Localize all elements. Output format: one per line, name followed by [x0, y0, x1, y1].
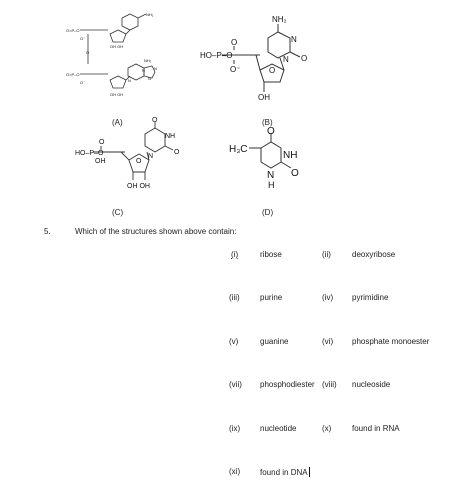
item-text-phosphodiester: phosphodiester [260, 380, 315, 389]
structure-d-h3c: H₃C [229, 144, 248, 155]
structure-a-drawing [60, 8, 170, 108]
item-text-nucleoside: nucleoside [352, 380, 391, 389]
structure-c-ring-o: O [136, 158, 142, 165]
item-number-i: (i) [231, 250, 239, 259]
structure-a-label: (A) [112, 118, 123, 127]
item-text-found-in-dna-value: found in DNA [260, 468, 308, 477]
structure-a-n1: N [142, 68, 145, 73]
item-number-vi: (vi) [322, 337, 334, 346]
item-number-x: (x) [322, 424, 332, 433]
structure-d-h: H [268, 180, 275, 190]
structure-a-n2: N [128, 78, 131, 83]
item-text-guanine: guanine [260, 337, 289, 346]
question-number: 5. [44, 227, 51, 236]
structure-b-phosphate: HO–P–O [200, 51, 233, 60]
structure-a-n3: N [154, 66, 157, 71]
structure-d-o4: O [267, 126, 275, 137]
structure-b-drawing [200, 10, 330, 105]
structure-b-o2: O [301, 54, 308, 63]
structure-a-adenine-nh2: NH₂ [144, 58, 152, 63]
structure-d-drawing [225, 128, 325, 198]
structure-a-phosphate-1-o: O⁻ [80, 36, 86, 41]
structure-b [200, 10, 330, 105]
structure-b-phosphate-o-top: O [231, 38, 238, 47]
structure-c-drawing [75, 117, 195, 195]
structure-c-label: (C) [112, 208, 124, 217]
structure-a-n4: N [148, 76, 151, 81]
text-cursor [309, 467, 310, 477]
structure-a-phosphate-2: O=P–O [66, 72, 80, 77]
question-prompt: Which of the structures shown above contain: [75, 227, 237, 236]
structure-c-nh: NH [165, 133, 176, 140]
structure-a-phosphate-2-o: O⁻ [80, 80, 86, 85]
item-text-purine: purine [260, 293, 283, 302]
structure-c-o2: O [174, 149, 180, 156]
structure-a-bridge-o: O [86, 50, 90, 55]
structure-a-oh-upper: OH OH [110, 44, 124, 49]
item-number-viii: (viii) [322, 380, 337, 389]
structure-d [225, 128, 325, 198]
structure-c-phosphate: HO–P–O [75, 150, 104, 157]
item-text-ribose: ribose [260, 250, 282, 259]
structure-b-n3: N [291, 35, 297, 44]
structure-c-phosphate-oh: OH [95, 158, 106, 165]
structure-b-ring-o: O [269, 66, 276, 75]
structure-a-oh-lower: OH OH [110, 92, 124, 97]
structure-c-n1: N [148, 153, 154, 160]
structure-b-n1: N [283, 55, 289, 64]
item-text-pyrimidine: pyrimidine [352, 293, 389, 302]
item-text-deoxyribose: deoxyribose [352, 250, 396, 259]
structure-d-label: (D) [262, 208, 274, 217]
item-number-ix: (ix) [229, 424, 241, 433]
structure-b-nh2: NH₂ [272, 15, 287, 24]
structure-d-n1: N [267, 170, 275, 181]
item-number-iii: (iii) [229, 293, 240, 302]
structure-b-label: (B) [262, 118, 273, 127]
structure-a-nh2: NH₂ [146, 12, 154, 17]
item-text-found-in-rna: found in RNA [352, 424, 400, 433]
structure-c [75, 117, 195, 195]
structure-c-phosphate-o-top: O [99, 139, 105, 146]
item-number-ii: (ii) [322, 250, 331, 259]
item-text-phosphate-monoester: phosphate monoester [352, 337, 430, 346]
item-text-nucleotide: nucleotide [260, 424, 297, 433]
item-text-found-in-dna[interactable] [260, 467, 310, 477]
structure-c-o4: O [152, 117, 158, 124]
structure-a-phosphate-1: O=P–O [66, 28, 80, 33]
structure-c-oh: OH OH [127, 183, 150, 190]
item-number-iv: (iv) [322, 293, 334, 302]
item-number-v: (v) [229, 337, 239, 346]
structure-b-phosphate-o-bottom: O⁻ [230, 65, 241, 74]
item-number-vii: (vii) [229, 380, 242, 389]
item-number-xi: (xi) [229, 467, 241, 476]
structure-b-oh: OH [258, 93, 270, 102]
structure-d-nh: NH [283, 150, 298, 161]
structure-d-o2: O [291, 168, 299, 179]
structure-a [60, 8, 170, 108]
